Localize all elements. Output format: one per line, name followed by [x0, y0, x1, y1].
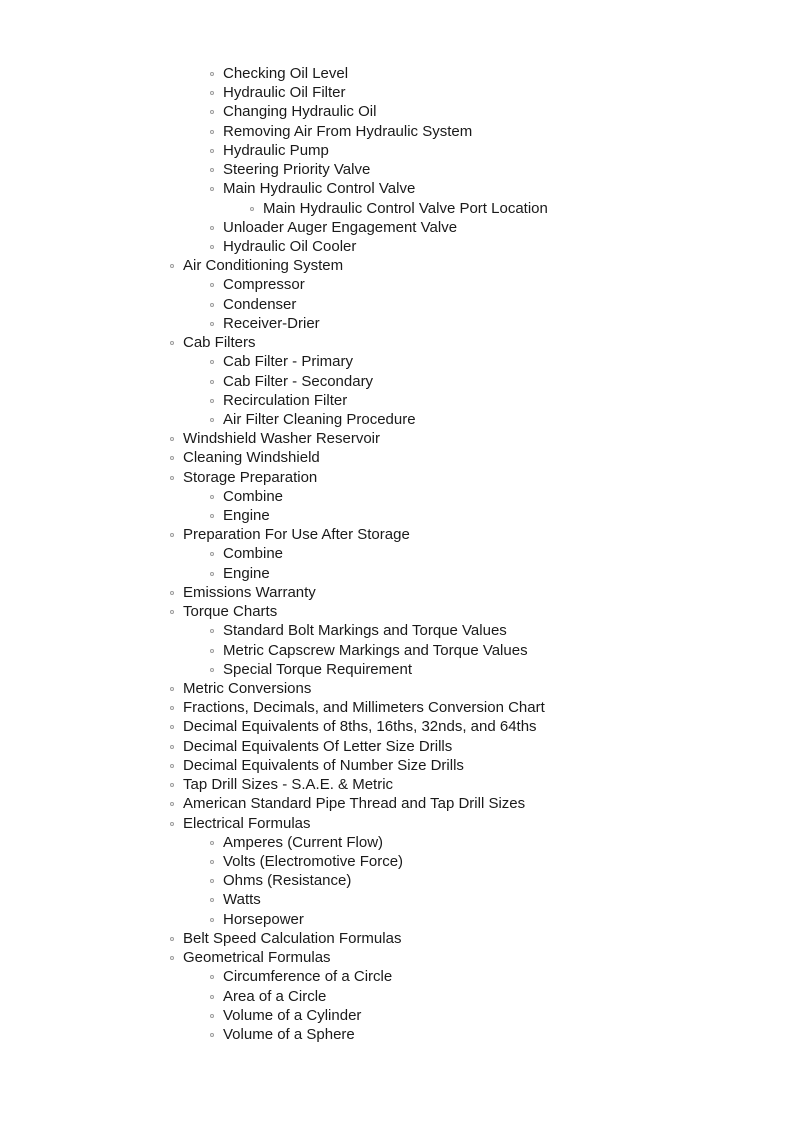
toc-item-label: Tap Drill Sizes - S.A.E. & Metric: [183, 776, 394, 794]
bullet-icon: [170, 533, 174, 537]
toc-item[interactable]: [0, 122, 794, 141]
toc-item-label: Metric Capscrew Markings and Torque Values: [223, 641, 528, 659]
toc-item-label: Combine: [223, 487, 284, 505]
toc-item-label: Compressor: [223, 276, 305, 294]
toc-item[interactable]: [0, 602, 794, 621]
toc-item[interactable]: [0, 737, 794, 756]
bullet-icon: [210, 514, 214, 518]
toc-item[interactable]: [0, 448, 794, 467]
bullet-icon: [210, 418, 214, 422]
toc-item-label: Geometrical Formulas: [183, 949, 331, 967]
toc-item[interactable]: [0, 756, 794, 775]
toc-item[interactable]: [0, 814, 794, 833]
bullet-icon: [210, 860, 214, 864]
toc-item-label: Metric Conversions: [183, 680, 312, 697]
toc-item-label: Cab Filter - Secondary: [223, 372, 374, 390]
toc-item-label: Removing Air From Hydraulic System: [223, 122, 473, 140]
toc-item[interactable]: [0, 160, 794, 179]
toc-item-label: Combine: [223, 545, 284, 563]
toc-item[interactable]: [0, 833, 794, 852]
bullet-icon: [210, 130, 214, 134]
toc-item[interactable]: [0, 948, 794, 967]
bullet-icon: [250, 207, 254, 211]
toc-item[interactable]: [0, 621, 794, 640]
toc-item[interactable]: [0, 929, 794, 948]
toc-item[interactable]: [0, 333, 794, 352]
toc-item-label: American Standard Pipe Thread and Tap Drill Sizes: [183, 795, 526, 813]
toc-item-label: Engine: [223, 507, 270, 525]
toc-item-label: Cab Filter - Primary: [223, 353, 354, 371]
toc-item[interactable]: [0, 544, 794, 563]
bullet-icon: [210, 245, 214, 249]
bullet-icon: [170, 591, 174, 595]
toc-item-label: Emissions Warranty: [183, 583, 316, 601]
bullet-icon: [170, 264, 174, 268]
bullet-icon: [210, 668, 214, 672]
toc-item[interactable]: [0, 352, 794, 371]
bullet-icon: [210, 399, 214, 403]
toc-item-label: Condenser: [223, 295, 297, 313]
bullet-icon: [170, 764, 174, 768]
toc-item[interactable]: [0, 987, 794, 1006]
toc-item-label: Amperes (Current Flow): [223, 833, 384, 851]
toc-item[interactable]: [0, 660, 794, 679]
bullet-icon: [170, 610, 174, 614]
bullet-icon: [210, 303, 214, 307]
bullet-icon: [210, 283, 214, 287]
toc-item-label: Decimal Equivalents of 8ths, 16ths, 32nds, and 64ths: [183, 718, 537, 736]
toc-item-label: Volume of a Cylinder: [223, 1006, 362, 1024]
bullet-icon: [210, 975, 214, 979]
bullet-icon: [210, 187, 214, 191]
bullet-icon: [170, 937, 174, 941]
toc-item[interactable]: [0, 679, 794, 698]
bullet-icon: [210, 898, 214, 902]
toc-item-label: Cleaning Windshield: [183, 449, 320, 467]
bullet-icon: [210, 322, 214, 326]
toc-item[interactable]: [0, 102, 794, 121]
toc-item-label: Watts: [223, 891, 261, 909]
toc-item[interactable]: [0, 429, 794, 448]
toc-item-label: Steering Priority Valve: [223, 161, 371, 179]
bullet-icon: [210, 149, 214, 153]
toc-item[interactable]: [0, 1025, 794, 1044]
bullet-icon: [210, 226, 214, 230]
bullet-icon: [210, 995, 214, 999]
toc-item-label: Hydraulic Pump: [223, 141, 329, 159]
toc-item-label: Torque Charts: [183, 603, 278, 621]
toc-item-label: Belt Speed Calculation Formulas: [183, 929, 402, 947]
toc-item-label: Main Hydraulic Control Valve Port Location: [263, 199, 548, 217]
toc-item-label: Volts (Electromotive Force): [223, 852, 404, 870]
toc-item[interactable]: [0, 295, 794, 314]
toc-item-label: Air Filter Cleaning Procedure: [223, 410, 416, 428]
toc-item-label: Recirculation Filter: [223, 391, 348, 409]
bullet-icon: [210, 72, 214, 76]
toc-item-label: Standard Bolt Markings and Torque Values: [223, 622, 507, 640]
toc-item-label: Preparation For Use After Storage: [183, 526, 410, 544]
toc-item[interactable]: [0, 275, 794, 294]
toc-item-label: Air Conditioning System: [183, 257, 344, 275]
bullet-icon: [210, 110, 214, 114]
toc-item-label: Fractions, Decimals, and Millimeters Conversion Chart: [183, 699, 545, 717]
bullet-icon: [210, 1033, 214, 1037]
toc-item[interactable]: [0, 775, 794, 794]
toc-item-label: Decimal Equivalents Of Letter Size Drills: [183, 737, 453, 755]
toc-item-label: Circumference of a Circle: [223, 968, 393, 986]
toc-item-label: Volume of a Sphere: [223, 1025, 355, 1043]
toc-item[interactable]: [0, 199, 794, 218]
bullet-icon: [210, 879, 214, 883]
bullet-icon: [170, 802, 174, 806]
bullet-icon: [170, 783, 174, 787]
toc-item[interactable]: [0, 564, 794, 583]
bullet-icon: [170, 822, 174, 826]
toc-item[interactable]: [0, 391, 794, 410]
bullet-icon: [210, 380, 214, 384]
bullet-icon: [210, 649, 214, 653]
toc-item[interactable]: [0, 83, 794, 102]
toc-item-label: Cab Filters: [183, 334, 256, 352]
toc-item[interactable]: [0, 967, 794, 986]
toc-item-label: Checking Oil Level: [223, 65, 349, 82]
toc-item-label: Horsepower: [223, 910, 304, 928]
bullet-icon: [170, 725, 174, 729]
toc-item-label: Hydraulic Oil Cooler: [223, 237, 357, 255]
toc-item[interactable]: [0, 1006, 794, 1025]
bullet-icon: [210, 1014, 214, 1018]
toc-item[interactable]: [0, 871, 794, 890]
toc-item-label: Special Torque Requirement: [223, 660, 413, 678]
bullet-icon: [170, 456, 174, 460]
bullet-icon: [170, 476, 174, 480]
toc-item-label: Engine: [223, 564, 270, 582]
bullet-icon: [210, 572, 214, 576]
toc-item[interactable]: [0, 487, 794, 506]
bullet-icon: [170, 341, 174, 345]
toc-item-label: Unloader Auger Engagement Valve: [223, 218, 458, 236]
toc-item-label: Changing Hydraulic Oil: [223, 103, 377, 121]
toc-item[interactable]: [0, 717, 794, 736]
toc-item[interactable]: [0, 256, 794, 275]
bullet-icon: [210, 629, 214, 633]
toc-item-label: Windshield Washer Reservoir: [183, 430, 381, 448]
toc-item[interactable]: [0, 794, 794, 813]
toc-item-label: Electrical Formulas: [183, 814, 311, 832]
toc-item[interactable]: [0, 179, 794, 198]
toc-item[interactable]: [0, 525, 794, 544]
toc-item[interactable]: [0, 852, 794, 871]
bullet-icon: [170, 745, 174, 749]
toc-item-label: Main Hydraulic Control Valve: [223, 180, 416, 198]
bullet-icon: [210, 495, 214, 499]
toc-item[interactable]: [0, 583, 794, 602]
bullet-icon: [210, 552, 214, 556]
toc-item[interactable]: [0, 890, 794, 909]
toc-item-label: Hydraulic Oil Filter: [223, 84, 346, 102]
toc-item[interactable]: [0, 410, 794, 429]
bullet-icon: [210, 841, 214, 845]
bullet-icon: [170, 706, 174, 710]
toc-item[interactable]: [0, 506, 794, 525]
toc-item[interactable]: [0, 237, 794, 256]
toc-item[interactable]: [0, 141, 794, 160]
toc-item-label: Decimal Equivalents of Number Size Drills: [183, 756, 464, 774]
toc-item[interactable]: [0, 468, 794, 487]
toc-item-label: Ohms (Resistance): [223, 872, 352, 890]
table-of-contents: [0, 64, 794, 1044]
toc-item-label: Storage Preparation: [183, 468, 318, 486]
toc-item-label: Receiver-Drier: [223, 314, 320, 332]
toc-item[interactable]: [0, 641, 794, 660]
toc-item-label: Area of a Circle: [223, 987, 327, 1005]
bullet-icon: [210, 91, 214, 95]
toc-item[interactable]: [0, 314, 794, 333]
toc-item[interactable]: [0, 698, 794, 717]
bullet-icon: [210, 918, 214, 922]
bullet-icon: [210, 168, 214, 172]
toc-item[interactable]: [0, 218, 794, 237]
toc-item[interactable]: [0, 910, 794, 929]
toc-item[interactable]: [0, 372, 794, 391]
bullet-icon: [170, 956, 174, 960]
toc-item[interactable]: [0, 64, 794, 83]
bullet-icon: [170, 437, 174, 441]
bullet-icon: [170, 687, 174, 691]
bullet-icon: [210, 360, 214, 364]
